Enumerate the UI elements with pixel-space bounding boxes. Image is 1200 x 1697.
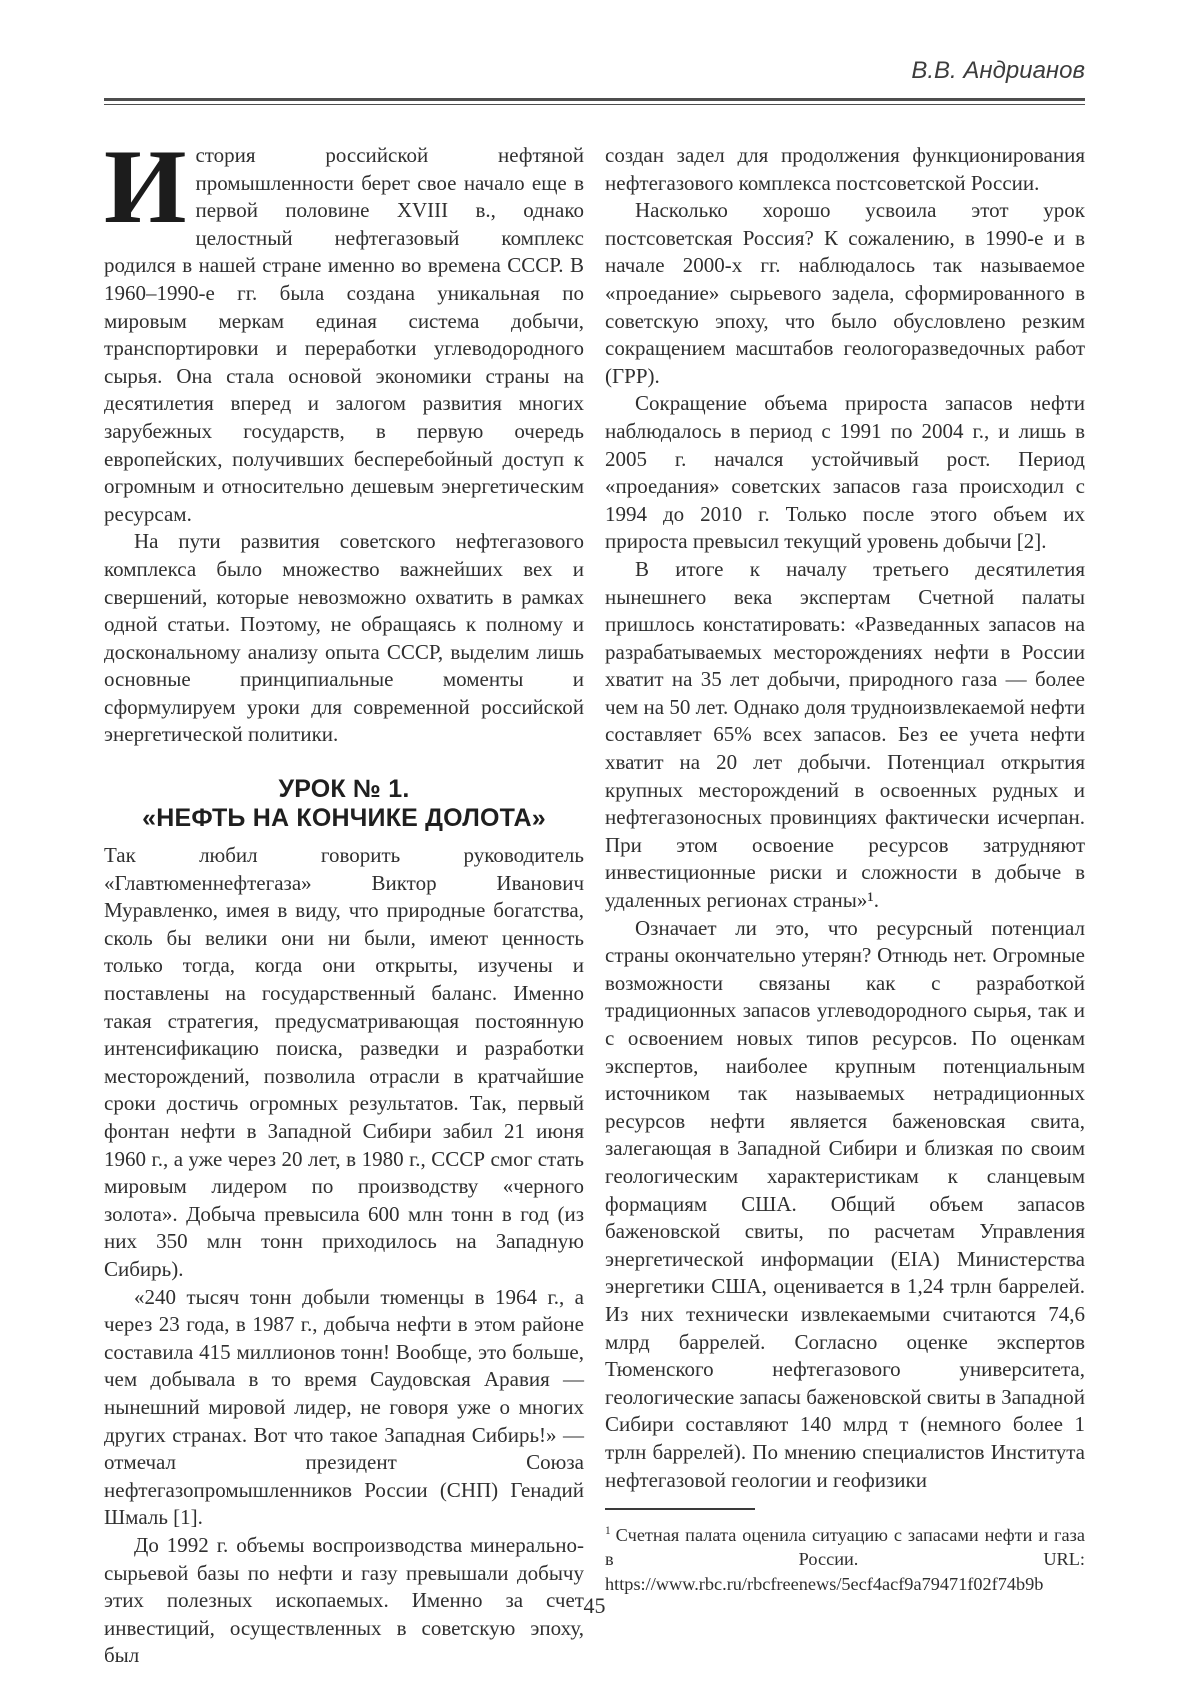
paragraph: Насколько хорошо усвоила этот урок постсоветская Россия? К сожалению, в 1990-е и в начале 2000-х гг. наблюдалось так называемое «проедание» сырьевого задела, сформированного в советскую эпоху, что было обусловлено резким сокращением масштабов геологоразведочных работ (ГРР). bbox=[605, 198, 1085, 388]
footnote bbox=[605, 1508, 1085, 1596]
footnote-marker: 1 bbox=[605, 1525, 611, 1538]
paragraph: Сокращение объема прироста запасов нефти наблюдалось в период с 1991 по 2004 г., и лишь в 2005 г. начался устойчивый рост. Период «проедания» советских запасов газа происходил с 1994 до 2010 г. Только после этого объем их прироста превысил текущий уровень добычи [2]. bbox=[605, 391, 1085, 554]
paragraph-intro bbox=[104, 128, 584, 528]
paragraph-continued: создан задел для продолжения функционирования нефтегазового комплекса постсоветской России. bbox=[605, 143, 1085, 195]
section-heading bbox=[104, 775, 584, 833]
paragraph: Означает ли это, что ресурсный потенциал страны окончательно утерян? Отнюдь нет. Огромные возможности связаны как с разработкой традиционных запасов углеводородного сырья, так и с освоением новых типов ресурсов. По оценкам экспертов, наиболее крупным потенциальным источником так называемых нетрадиционных ресурсов нефти является баженовская свита, залегающая в Западной Сибири и близкая по своим геологическим характеристикам к сланцевым формациям США. Общий объем запасов баженовской свиты, по расчетам Управления энергетической информации (EIA) Министерства энергетики США, оценивается в 1,24 трлн баррелей. Из них технически извлекаемыми считаются 74,6 млрд баррелей. Согласно оценке экспертов Тюменского нефтегазового университета, геологические запасы баженовской свиты в Западной Сибири составляют 140 млрд т (немного более 1 трлн баррелей). По мнению специалистов Института нефтегазовой геологии и геофизики bbox=[605, 915, 1085, 1492]
paragraph-intro-text: стория российской нефтяной промышленности берет свое начало еще в первой половине XVIII в., однако целостный нефтегазовый комплекс родился в нашей стране именно во времена СССР. В 1960–1990-е гг. была создана уникальная по мировым меркам единая система добычи, транспортировки и переработки углеводородного сырья. Она стала основой экономики страны на десятилетия вперед и залогом развития многих зарубежных государств, в первую очередь европейских, получивших бесперебойный доступ к огромным и относительно дешевым энергетическим ресурсам. bbox=[104, 143, 584, 526]
paragraph: Так любил говорить руководитель «Главтюменнефтегаза» Виктор Иванович Муравленко, имея в виду, что природные богатства, сколь бы велики они ни были, имеют ценность только тогда, когда они открыты, изучены и поставлены на государственный баланс. Именно такая стратегия, предусматривающая постоянную интенсификацию поиска, разведки и разработки месторождений, позволила отрасли в кратчайшие сроки достичь огромных результатов. Так, первый фонтан нефти в Западной Сибири забил 21 июня 1960 г., а уже через 20 лет, в 1980 г., СССР смог стать мировым лидером по производству «черного золота». Добыча превысила 600 млн тонн в год (из них 350 млн тонн приходилось на Западную Сибирь). bbox=[104, 843, 584, 1281]
paragraph: На пути развития советского нефтегазового комплекса было множество важнейших вех и свершений, которые невозможно охватить в рамках одной статьи. Поэтому, не обращаясь к полному и доскональному анализу опыта СССР, выделим лишь основные принципиальные моменты и сформулируем уроки для современной российской энергетической политики. bbox=[104, 529, 584, 747]
paragraph: До 1992 г. объемы воспроизводства минерально-сырьевой базы по нефти и газу превышали добычу этих полезных ископаемых. Именно за счет инвестиций, осуществленных в советскую эпоху, был bbox=[104, 1532, 584, 1668]
header-rule bbox=[104, 98, 1085, 105]
right-column bbox=[605, 142, 1085, 1670]
running-head-author: В.В. Андрианов bbox=[911, 57, 1085, 84]
book-page bbox=[104, 0, 1085, 1670]
two-column-text bbox=[104, 128, 1085, 1670]
paragraph: В итоге к началу третьего десятилетия нынешнего века экспертам Счетной палаты пришлось констатировать: «Разведанных запасов на разрабатываемых месторождениях нефти в России хватит на 35 лет добычи, природного газа — более чем на 50 лет. Однако доля трудноизвлекаемой нефти составляет 65% всех запасов. Без ее учета нефти хватит на 20 лет добычи. Потенциал открытия крупных месторождений в освоенных рудных и нефтегазоносных провинциях фактически исчерпан. При этом освоение ресурсов затрудняют инвестиционные риски и сложности в добыче в удаленных регионах страны»¹. bbox=[605, 556, 1085, 913]
page-number: 45 bbox=[583, 1593, 606, 1618]
footnote-text: Счетная палата оценила ситуацию с запасами нефти и газа в России. URL: https://www.rbc.ru/rbcfreenews/5ecf4acf9a79471f02f74b9b bbox=[605, 1525, 1085, 1594]
dropcap-letter: И bbox=[104, 128, 187, 245]
section-heading-line1: УРОК № 1. bbox=[278, 775, 410, 804]
left-column bbox=[104, 128, 584, 1670]
paragraph: «240 тысяч тонн добыли тюменцы в 1964 г., а через 23 года, в 1987 г., добыча нефти в этом районе составила 415 миллионов тонн! Вообще, это больше, чем добывала в то время Саудовская Аравия — нынешний мировой лидер, не говоря уже о многих других странах. Вот что такое Западная Сибирь!» — отмечал президент Союза нефтегазопромышленников России (СНП) Генадий Шмаль [1]. bbox=[104, 1284, 584, 1530]
section-heading-line2: «НЕФТЬ НА КОНЧИКЕ ДОЛОТА» bbox=[142, 804, 546, 833]
footnote-rule bbox=[605, 1508, 755, 1510]
